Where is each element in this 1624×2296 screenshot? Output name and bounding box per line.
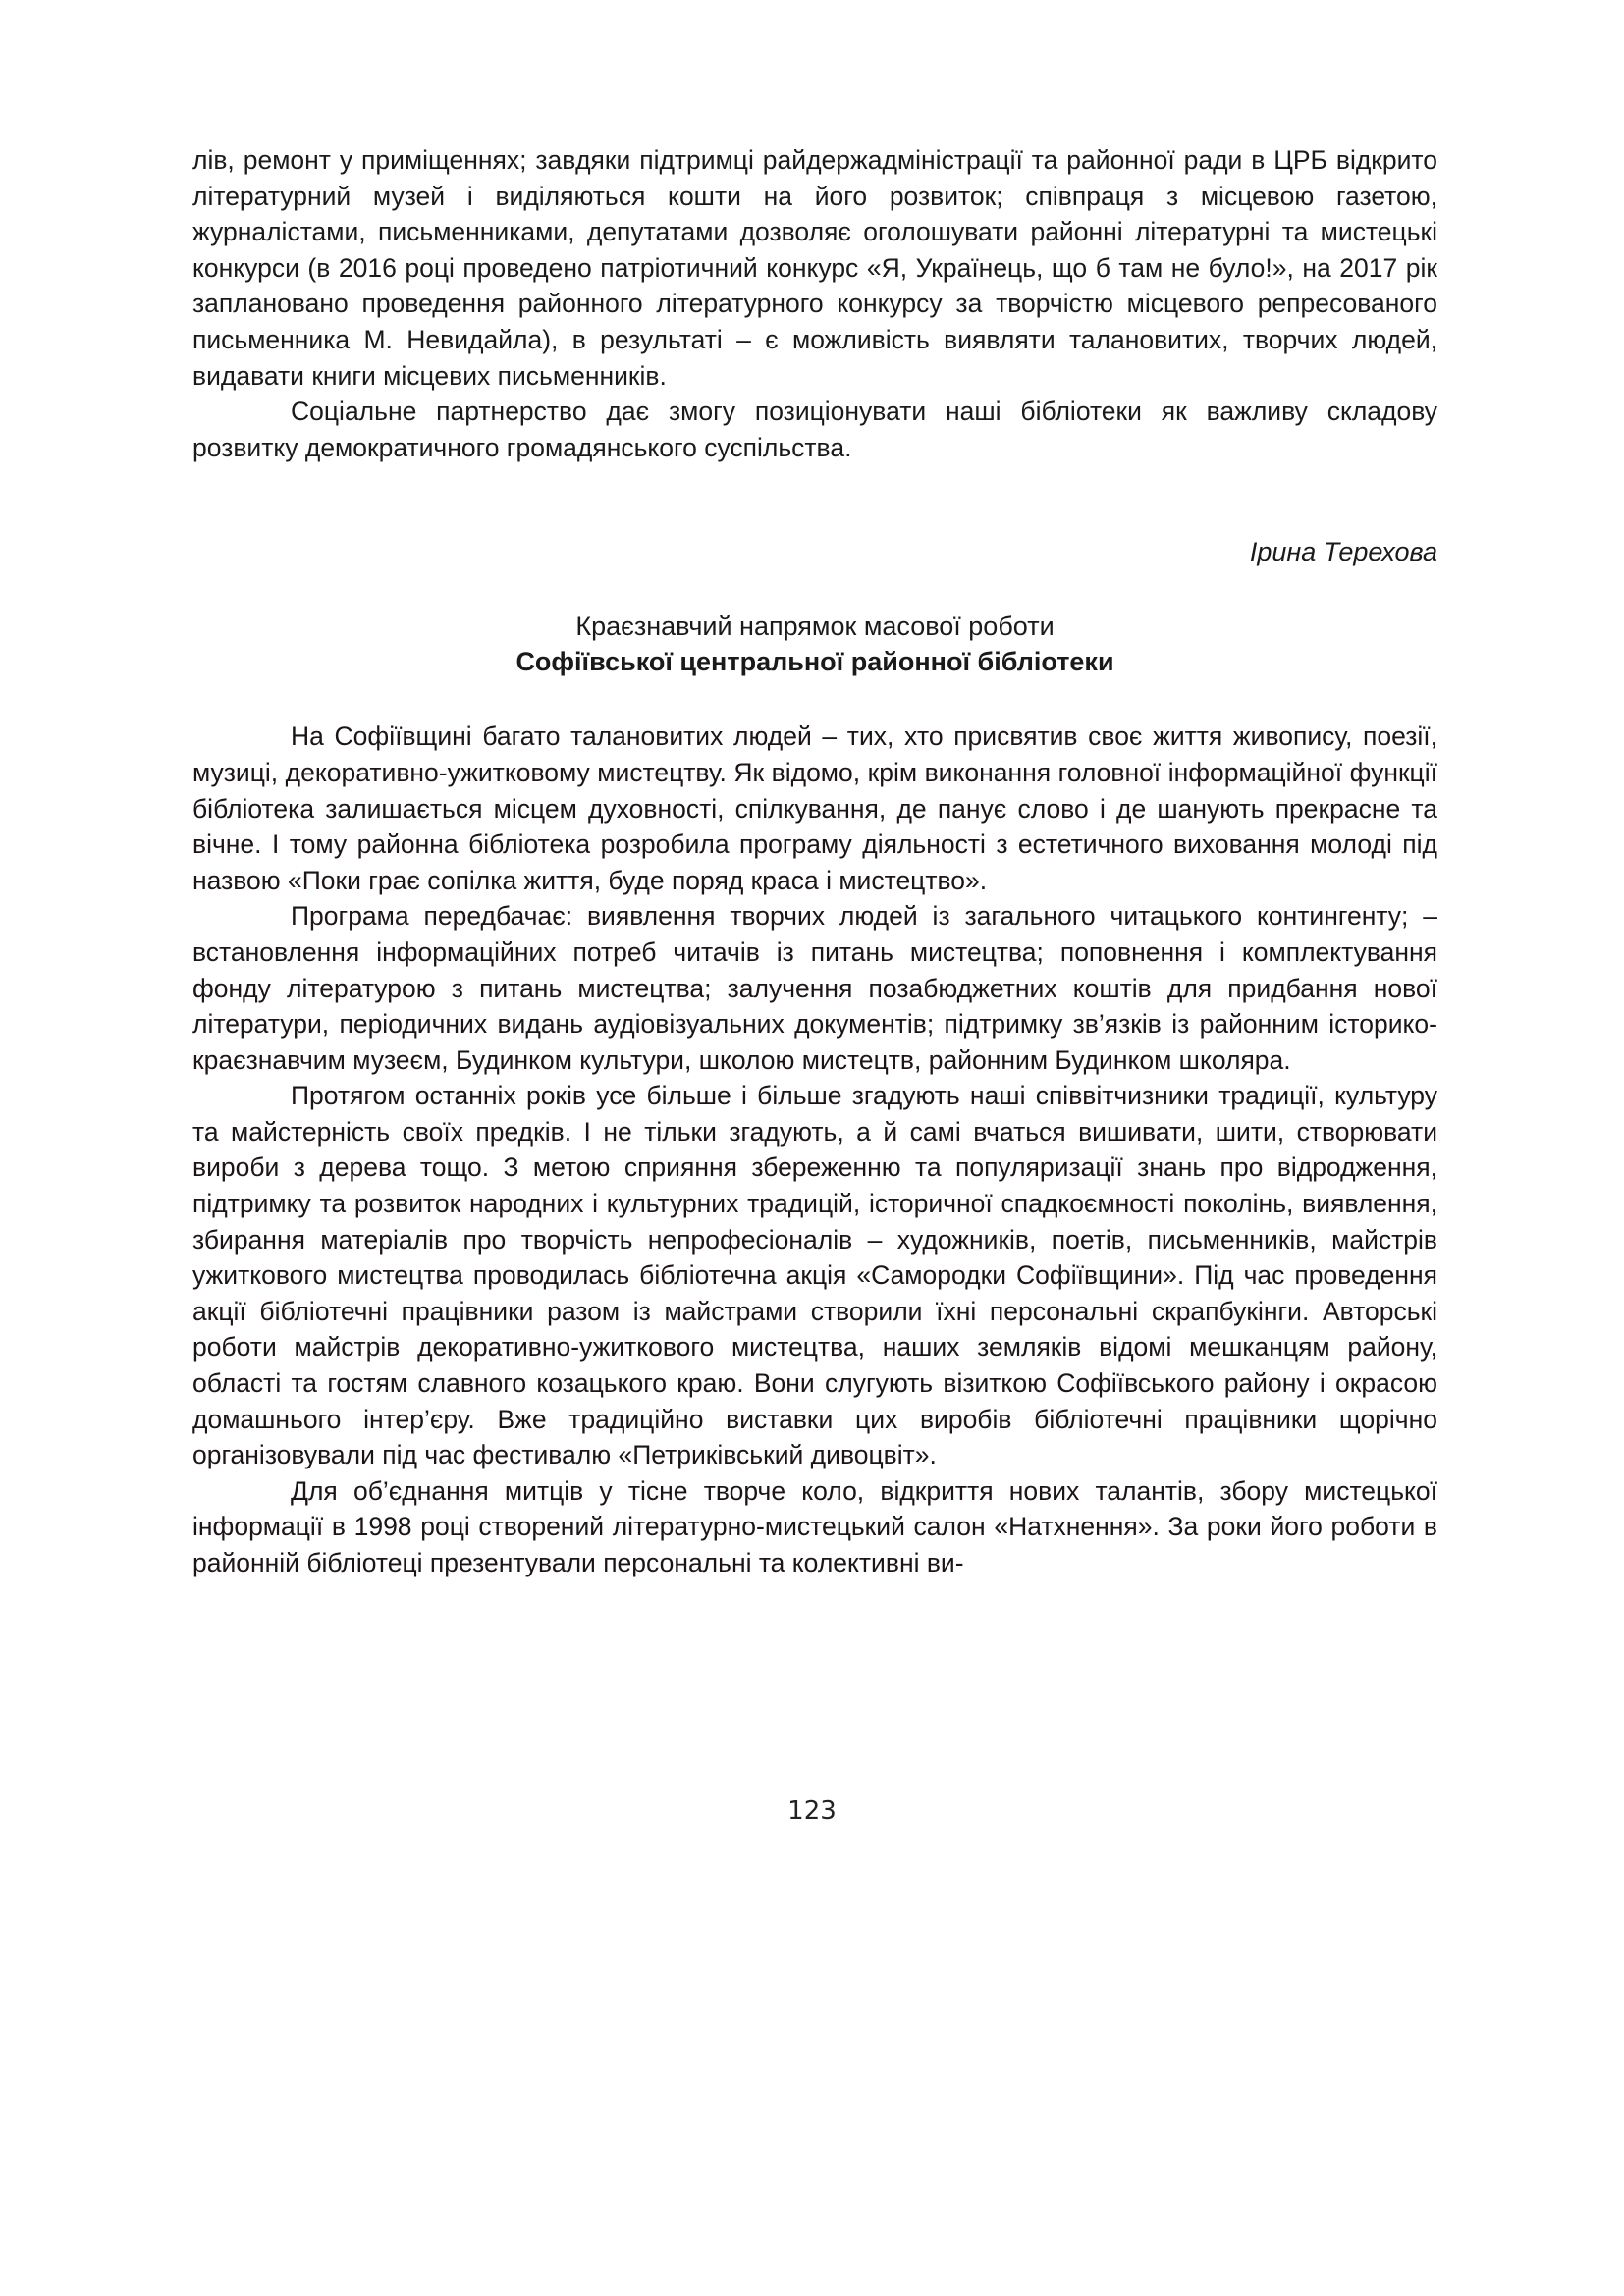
- page-content: [192, 142, 1437, 1581]
- article-body: [192, 719, 1437, 1580]
- page-number: 123: [787, 1796, 837, 1826]
- intro-paragraph: лів, ремонт у приміщеннях; завдяки підтримці райдержадміністрації та районної ради в ЦРБ відкрито літературний музей і виділяються кошти на його розвиток; співпраця з місцевою газетою, журналістами, письменниками, депутатами дозволяє оголошувати районні літературні та мистецькі конкурси (в 2016 році проведено патріотичний конкурс «Я, Українець, що б там не було!», на 2017 рік заплановано проведення районного літературного конкурсу за творчістю місцевого репресованого письменника М. Невидайла), в результаті – є можливість виявляти талановитих, творчих людей, видавати книги місцевих письменників.: [192, 145, 1437, 391]
- article-paragraph: Програма передбачає: виявлення творчих людей із загального читацького контингенту; – встановлення інформаційних потреб читачів із питань мистецтва; поповнення і комплектування фонду літературою з питань мистецтва; залучення позабюджетних коштів для придбання нової літератури, періодичних видань аудіовізуальних документів; підтримку зв’язків із районним історико-краєзнавчим музеєм, Будинком культури, школою мистецтв, районним Будинком школяра.: [192, 901, 1437, 1075]
- article-paragraph: Протягом останніх років усе більше і більше згадують наші співвітчизники традиції, культуру та майстерність своїх предків. І не тільки згадують, а й самі вчаться вишивати, шити, створювати вироби з дерева тощо. З метою сприяння збереженню та популяризації знань про відродження, підтримку та розвиток народних і культурних традицій, історичної спадкоємності поколінь, виявлення, збирання матеріалів про творчість непрофесіоналів – художників, поетів, письменників, майстрів ужиткового мистецтва проводилась бібліотечна акція «Самородки Софіївщини». Під час проведення акції бібліотечні працівники разом із майстрами створили їхні персональні скрапбукінги. Авторські роботи майстрів декоративно-ужиткового мистецтва, наших земляків відомі мешканцям району, області та гостям славного козацького краю. Вони слугують візиткою Софіївського району і окрасою домашнього інтер’єру. Вже традиційно виставки цих виробів бібліотечні працівники щорічно організовували під час фестивалю «Петриківський дивоцвіт».: [192, 1081, 1437, 1470]
- article-title-line2: Софіївської центральної районної бібліотеки: [515, 647, 1114, 677]
- author-signature: Ірина Терехова: [1249, 537, 1437, 567]
- article-title: [192, 609, 1437, 679]
- article-paragraph: На Софіївщині багато талановитих людей – тих, хто присвятив своє життя живопису, поезії, музиці, декоративно-ужитковому мистецтву. Як відомо, крім виконання головної інформаційної функції бібліотека залишається місцем духовності, спілкування, де панує слово і де шанують прекрасне та вічне. І тому районна бібліотека розробила програму діяльності з естетичного виховання молоді під назвою «Поки грає сопілка життя, буде поряд краса і мистецтво».: [192, 721, 1437, 895]
- article-title-line1: Краєзнавчий напрямок масової роботи: [575, 612, 1055, 642]
- article-paragraph: Для об’єднання митців у тісне творче коло, відкриття нових талантів, збору мистецької інформації в 1998 році створений літературно-мистецький салон «Натхнення». За роки його роботи в районній бібліотеці презентували персональні та колективні ви-: [192, 1475, 1437, 1577]
- intro-paragraph: Соціальне партнерство дає змогу позиціонувати наші бібліотеки як важливу складову розвитку демократичного громадянського суспільства.: [192, 397, 1437, 462]
